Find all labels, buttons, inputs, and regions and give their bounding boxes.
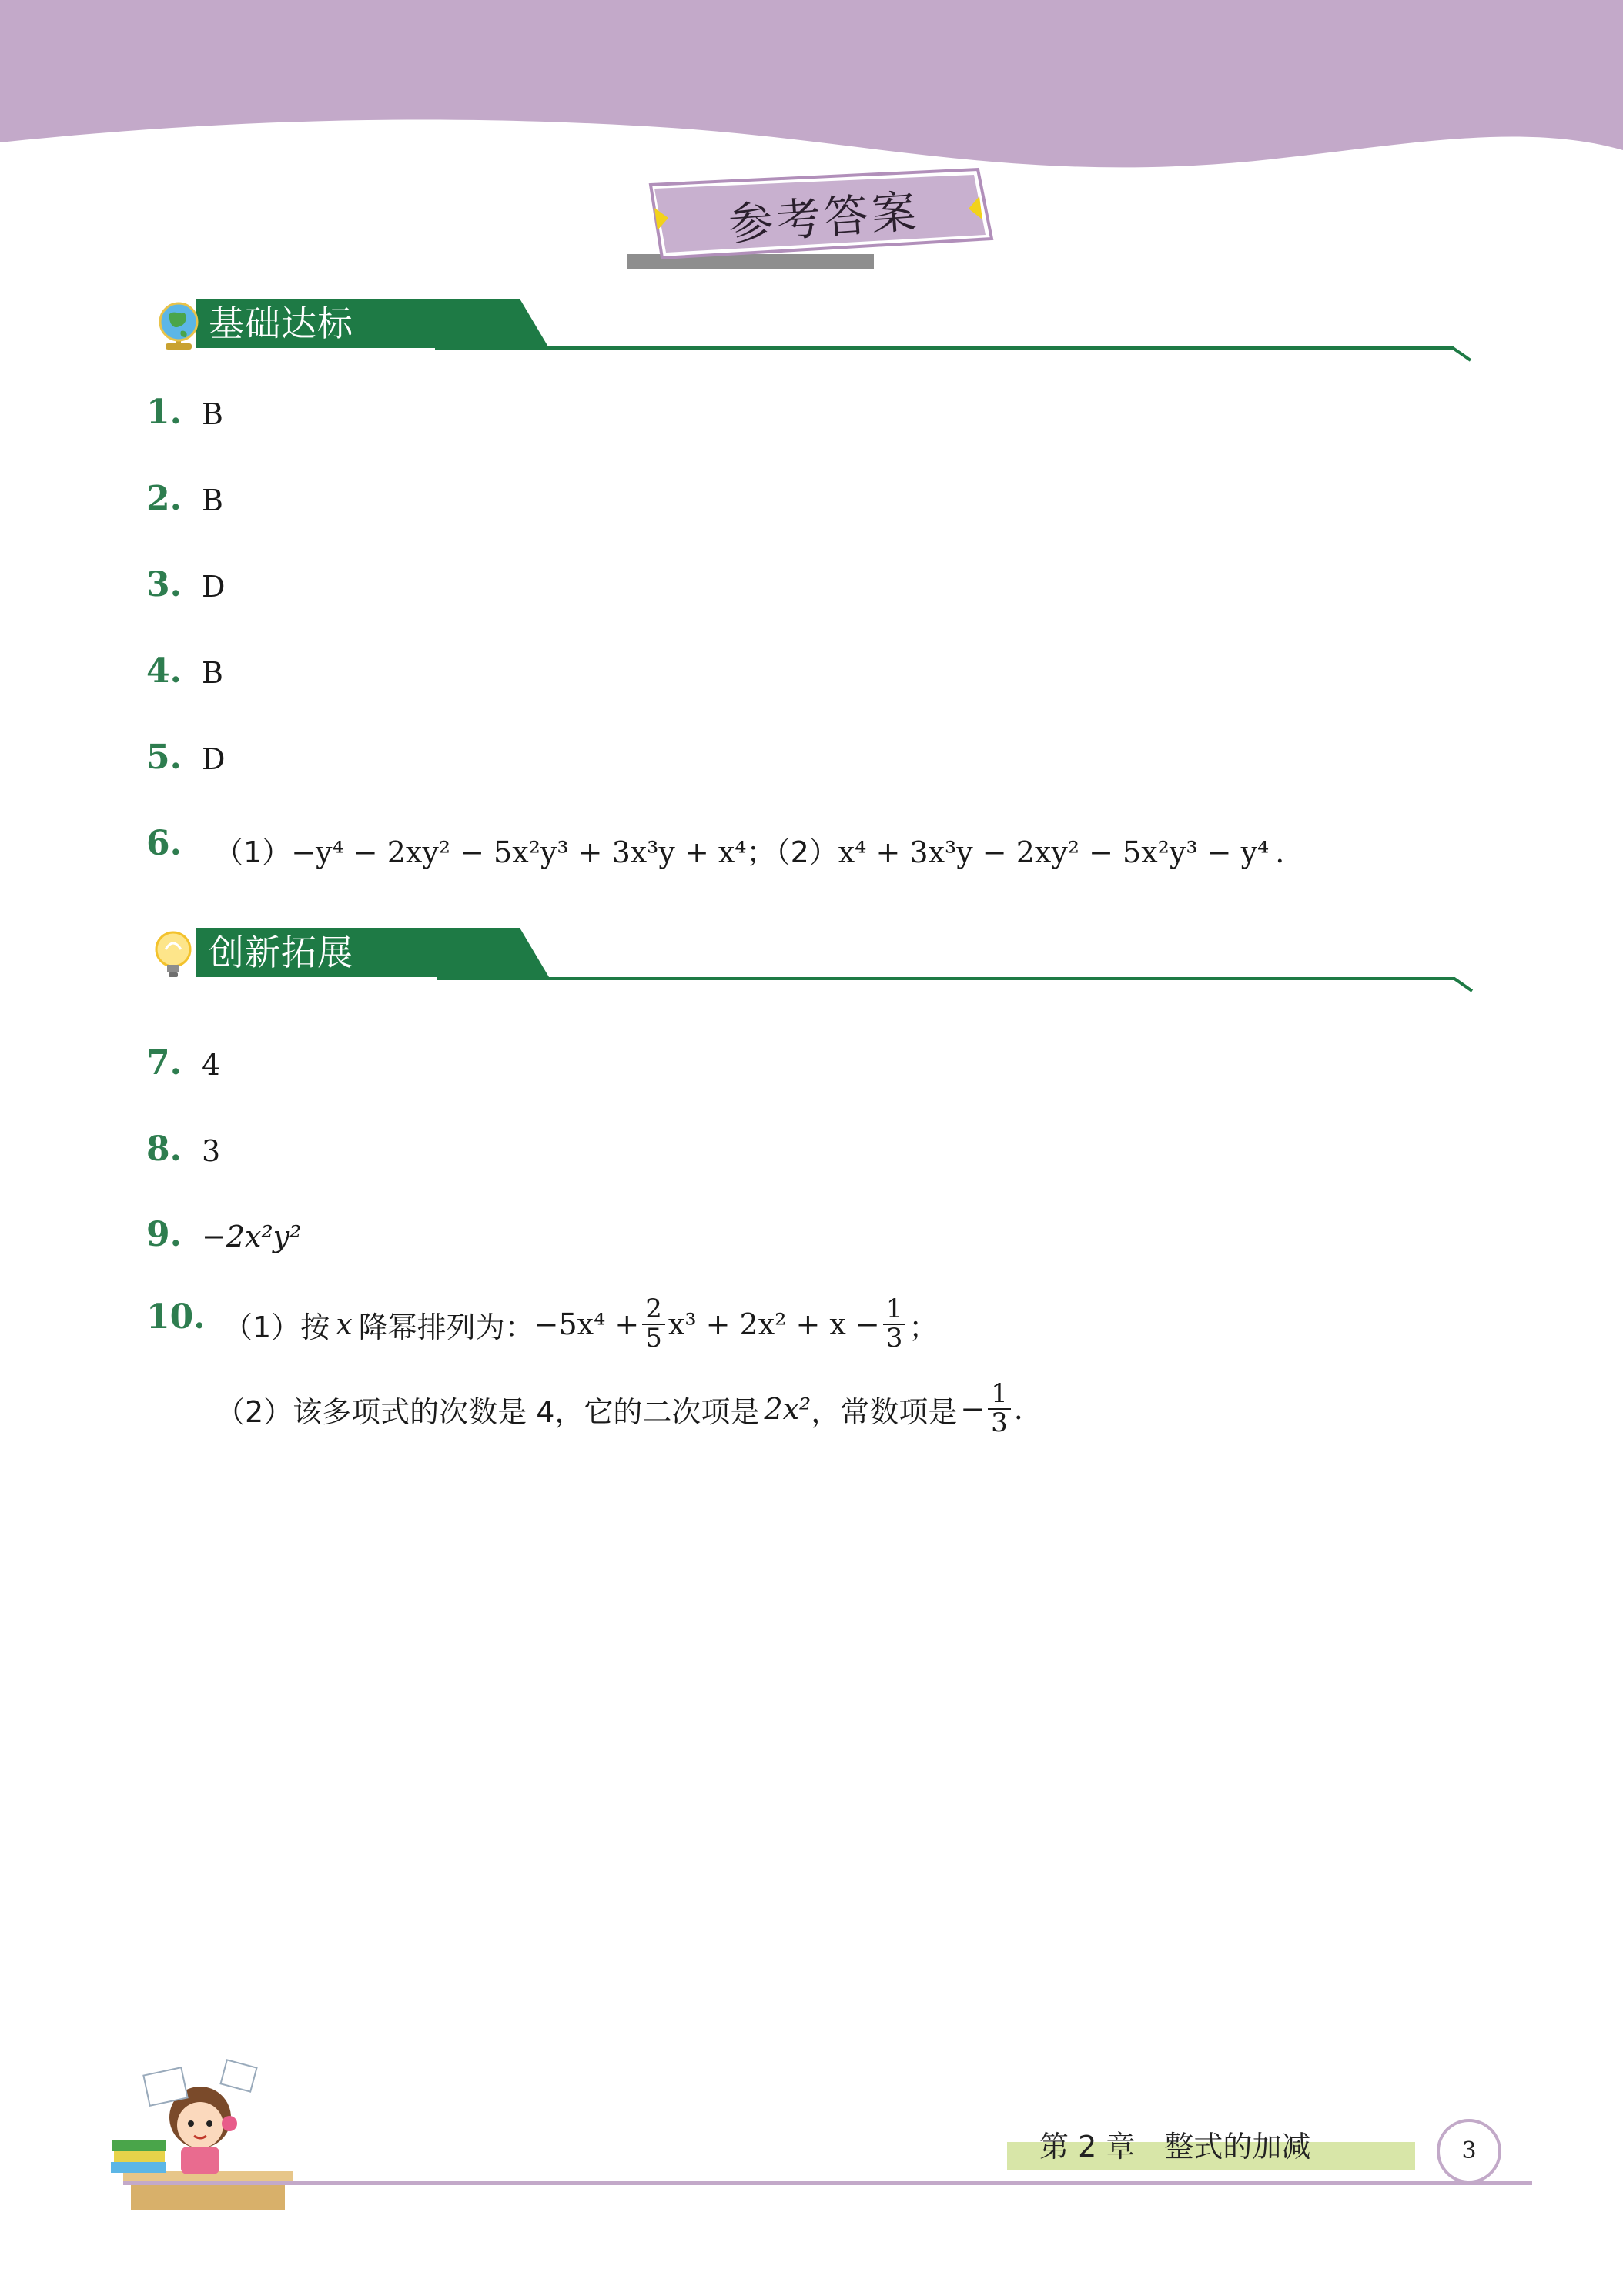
answer-value (223, 1282, 938, 1367)
answer-item-10-part2 (216, 1367, 1447, 1451)
section-header-extension (150, 928, 1474, 982)
section-header-basic (150, 299, 1474, 353)
minus-sign: − (960, 1392, 986, 1426)
answer-value: B (202, 484, 223, 517)
section-divider-line (435, 334, 1474, 362)
part-label: （1） (214, 835, 292, 869)
answer-value: D (202, 570, 226, 604)
math-expression: 2x² (764, 1392, 812, 1426)
fraction-numerator: 1 (883, 1296, 906, 1325)
lightbulb-icon (150, 928, 206, 983)
section-title: 基础达标 (209, 303, 353, 344)
description-text: （2）该多项式的次数是 4，它的二次项是 (216, 1394, 760, 1429)
math-expression: −y⁴ − 2xy² − 5x²y³ + 3x³y + x⁴ (291, 835, 747, 869)
question-number: 8. (146, 1130, 182, 1169)
math-expression: −5x⁴ + (534, 1307, 640, 1341)
answer-value: D (202, 742, 226, 776)
question-number: 4. (146, 651, 182, 691)
end-mark: ； (909, 1310, 939, 1344)
math-expression: x⁴ + 3x³y − 2xy² − 5x²y³ − y⁴ (838, 835, 1270, 869)
question-number: 7. (146, 1043, 182, 1083)
answer-value: B (202, 656, 223, 690)
answer-value (214, 828, 1284, 871)
globe-icon (150, 299, 206, 354)
page-number: 3 (1437, 2119, 1501, 2184)
chapter-title: 第 2 章 整式的加减 (1039, 2130, 1311, 2164)
part-label: （1）按 (223, 1310, 330, 1344)
part-label: （2） (775, 835, 838, 869)
fraction-denominator: 5 (645, 1323, 662, 1354)
question-number: 3. (146, 565, 182, 604)
fraction-numerator: 1 (988, 1381, 1011, 1410)
section-title: 创新拓展 (209, 932, 353, 973)
question-number: 9. (146, 1215, 182, 1254)
section-divider-line (437, 965, 1476, 992)
answer-value: −2x²y² (202, 1220, 302, 1253)
answer-value: B (202, 397, 223, 431)
description-text: ，常数项是 (811, 1394, 958, 1429)
fraction (642, 1296, 665, 1352)
question-number: 6. (146, 824, 182, 863)
fraction-denominator: 3 (991, 1407, 1008, 1438)
fraction (988, 1378, 1011, 1438)
footer-line (123, 2181, 1532, 2185)
answer-value: 4 (202, 1048, 221, 1082)
variable: x (336, 1307, 353, 1341)
end-mark: . (1013, 1392, 1023, 1426)
fraction-denominator: 3 (885, 1323, 903, 1354)
fraction (883, 1296, 906, 1352)
fraction-numerator: 2 (642, 1296, 665, 1325)
answer-item-6 (146, 824, 1455, 878)
page-title: 参考答案 (726, 185, 922, 251)
separator: ； (746, 835, 776, 869)
answer-value: 3 (202, 1134, 221, 1168)
question-number: 5. (146, 738, 182, 777)
answer-item-10 (146, 1282, 1455, 1367)
student-illustration (108, 2048, 316, 2214)
end-mark: . (1275, 835, 1285, 869)
math-expression: x³ + 2x² + x − (668, 1307, 880, 1341)
question-number: 10. (146, 1297, 206, 1337)
top-wave-decoration (0, 0, 1623, 177)
question-number: 1. (146, 393, 182, 432)
question-number: 2. (146, 479, 182, 518)
description-text: 降幂排列为： (358, 1310, 534, 1344)
